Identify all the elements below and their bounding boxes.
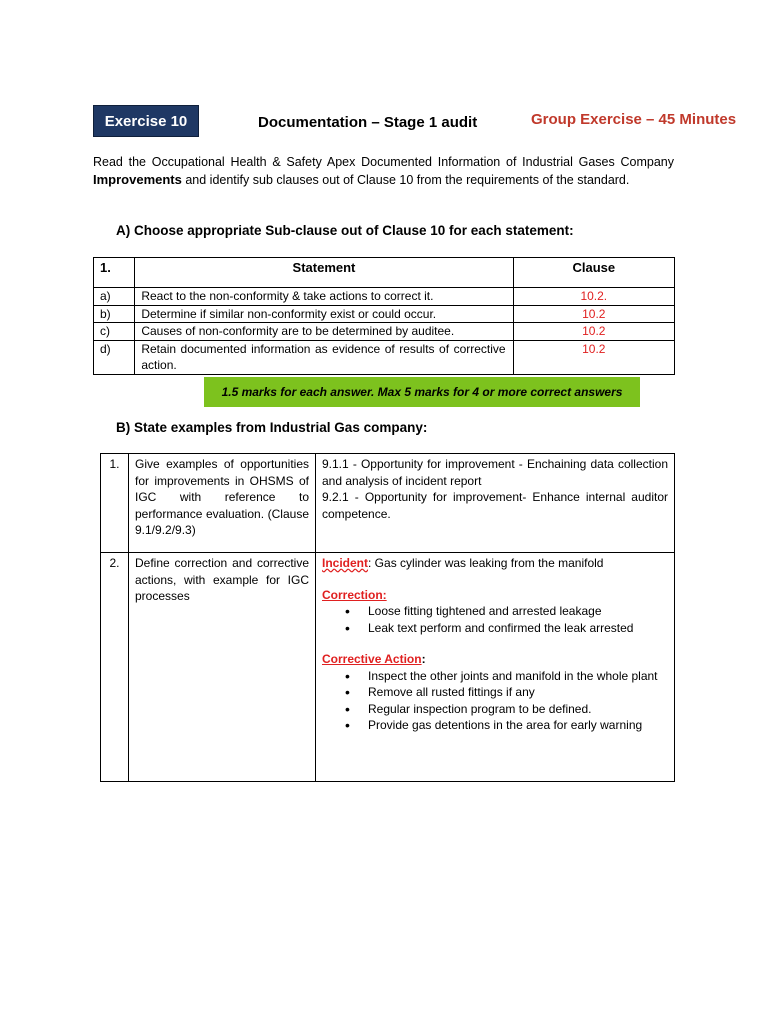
row-number: 2. [101, 553, 129, 782]
table-row [94, 305, 675, 323]
group-exercise-duration: Group Exercise – 45 Minutes [531, 111, 737, 128]
row-statement: Determine if similar non-conformity exist or could occur. [135, 305, 513, 323]
corrective-list [322, 668, 668, 734]
correction-label: Correction: [322, 587, 387, 602]
list-item: • Inspect the other joints and manifold in the whole plant [368, 668, 668, 685]
examples-table [100, 453, 675, 782]
intro-text-1: Read the Occupational Health & Safety Apex Documented Information of Industrial Gases Company [93, 155, 674, 169]
row-clause: 10.2. [513, 288, 674, 306]
row-clause: 10.2 [513, 323, 674, 341]
table-row [101, 553, 675, 782]
clause-table-header [94, 258, 675, 288]
correction-list [322, 603, 668, 636]
row-id: b) [94, 305, 135, 323]
row-id: c) [94, 323, 135, 341]
table-row [94, 288, 675, 306]
table-row [94, 323, 675, 341]
intro-bold: Improvements [93, 172, 182, 187]
answer-line: 9.1.1 - Opportunity for improvement - Enchaining data collection and analysis of incident report [322, 457, 668, 488]
row-number: 1. [101, 454, 129, 553]
list-item: • Provide gas detentions in the area for early warning [368, 717, 668, 734]
exercise-label: Exercise 10 [93, 105, 199, 137]
list-item: • Leak text perform and confirmed the leak arrested [368, 620, 668, 637]
incident-label: Incident [322, 556, 369, 570]
row-question: Give examples of opportunities for improvements in OHSMS of IGC with reference to performance evaluation. (Clause 9.1/9.2/9.3) [129, 454, 316, 553]
row-id: d) [94, 340, 135, 374]
col-num-header: 1. [94, 258, 135, 288]
corrective-heading [322, 651, 668, 668]
row-answer [316, 454, 675, 553]
intro-text-2: and identify sub clauses out of Clause 10 from the requirements of the standard. [181, 173, 630, 187]
incident-line [322, 555, 668, 572]
corrective-colon: : [421, 652, 426, 666]
clause-table [93, 257, 675, 375]
row-statement: React to the non-conformity & take actions to correct it. [135, 288, 513, 306]
list-item: • Regular inspection program to be defined. [368, 701, 668, 718]
marks-note: 1.5 marks for each answer. Max 5 marks for 4 or more correct answers [204, 377, 640, 407]
row-clause: 10.2 [513, 340, 674, 374]
row-statement: Causes of non-conformity are to be determined by auditee. [135, 323, 513, 341]
row-clause: 10.2 [513, 305, 674, 323]
col-clause-header: Clause [513, 258, 674, 288]
answer-line: 9.2.1 - Opportunity for improvement- Enhance internal auditor competence. [322, 490, 668, 521]
section-a-heading: A) Choose appropriate Sub-clause out of Clause 10 for each statement: [116, 223, 574, 238]
list-item: • Loose fitting tightened and arrested leakage [368, 603, 668, 620]
row-answer [316, 553, 675, 782]
corrective-label: Corrective Action [322, 652, 422, 666]
section-b-heading: B) State examples from Industrial Gas company: [116, 420, 428, 435]
row-id: a) [94, 288, 135, 306]
incident-text: : Gas cylinder was leaking from the manifold [368, 556, 604, 570]
table-row [94, 340, 675, 374]
col-statement-header: Statement [135, 258, 513, 288]
row-question: Define correction and corrective actions, with example for IGC processes [129, 553, 316, 782]
page-title: Documentation – Stage 1 audit [258, 114, 478, 131]
table-row [101, 454, 675, 553]
list-item: • Remove all rusted fittings if any [368, 684, 668, 701]
row-statement: Retain documented information as evidence of results of corrective action. [135, 340, 513, 374]
intro-paragraph [93, 153, 674, 189]
